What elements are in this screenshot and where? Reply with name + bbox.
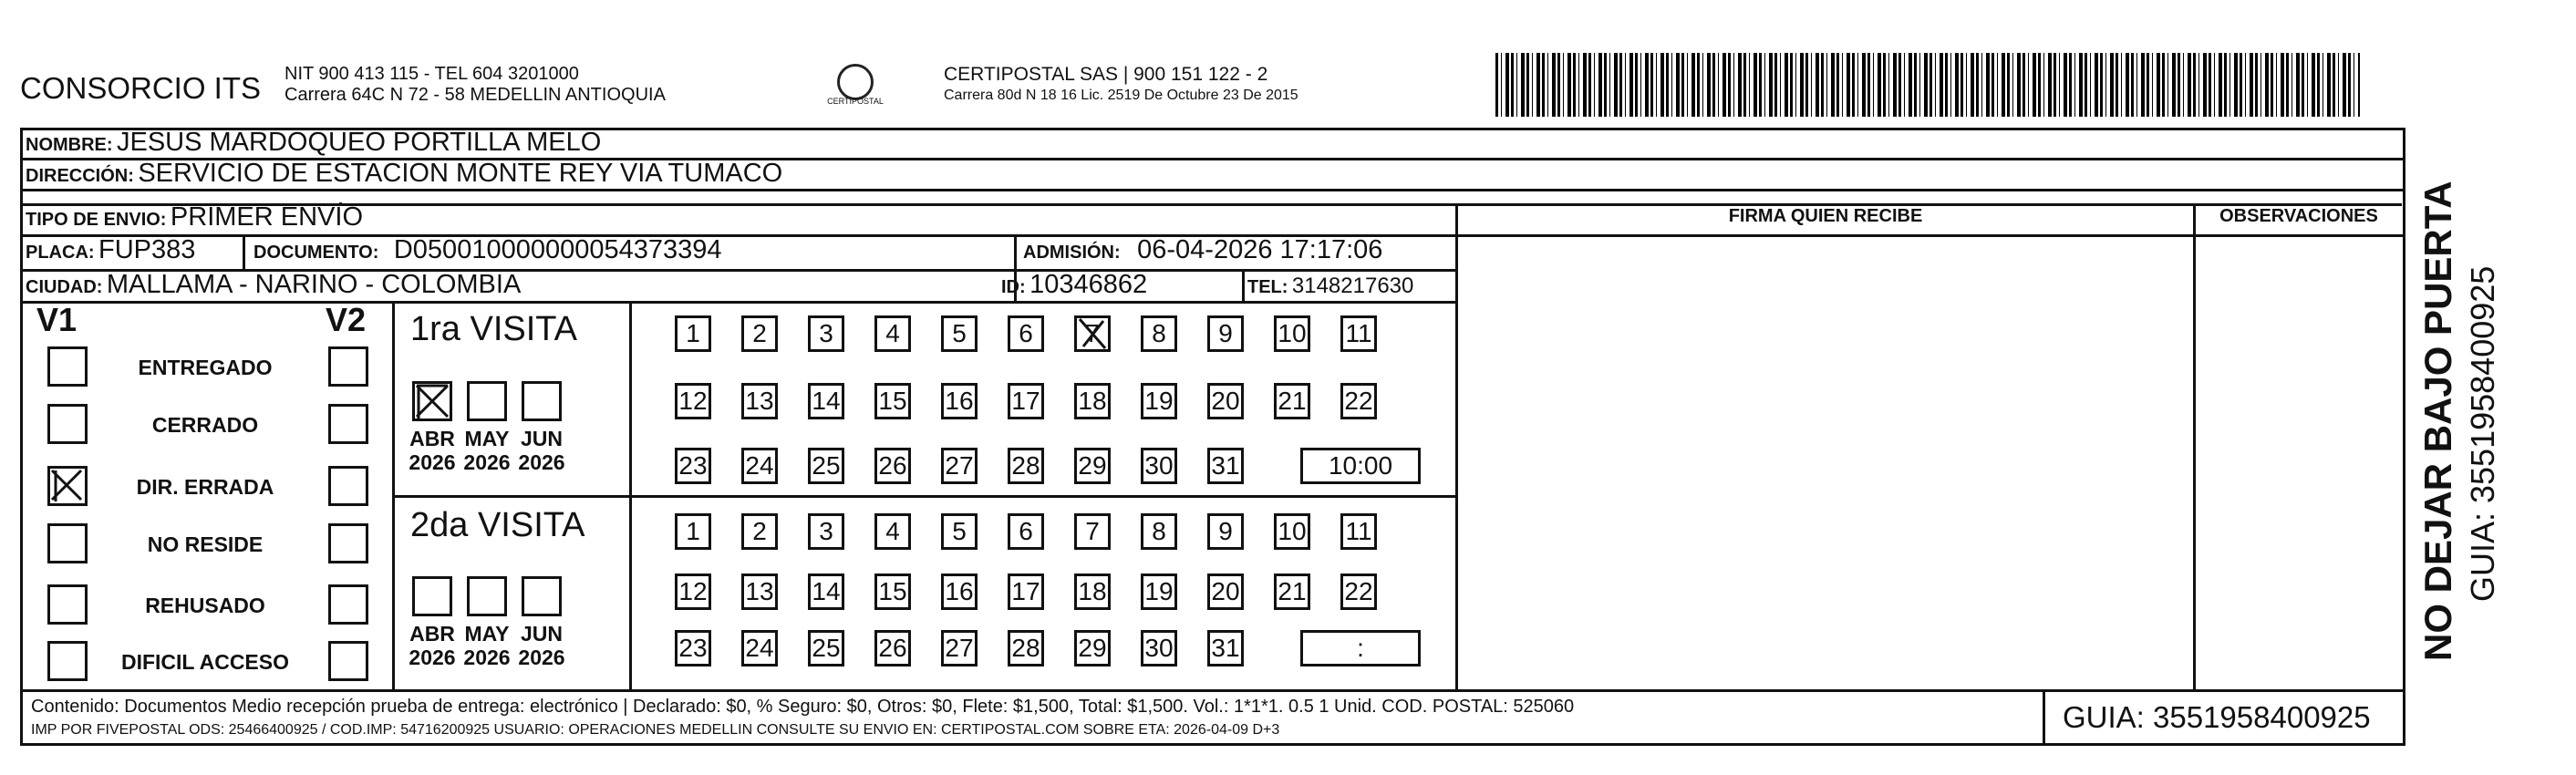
day-cell[interactable]: 14 — [808, 383, 844, 419]
day-cell[interactable]: 26 — [874, 630, 911, 666]
footer-print-info: IMP POR FIVEPOSTAL ODS: 25466400925 / COD.IMP: 54716200925 USUARIO: OPERACIONES MEDELLIN CONSULTE SU ENVIO EN: CERTIPOSTAL.COM SOBRE ETA: 2026-04-09 D+3 — [31, 722, 1280, 738]
day-cell[interactable]: 17 — [1008, 574, 1044, 610]
day-cell[interactable]: 23 — [675, 448, 711, 484]
nombre-value: JESUS MARDOQUEO PORTILLA MELO — [117, 128, 602, 157]
day-cell[interactable]: 24 — [741, 630, 778, 666]
v2-checkbox[interactable] — [328, 346, 368, 387]
status-option-label: DIR. ERRADA — [136, 475, 274, 499]
tel-label: TEL: — [1247, 277, 1288, 297]
direccion-value: SERVICIO DE ESTACION MONTE REY VIA TUMACO — [138, 159, 783, 188]
admision-value: 06-04-2026 17:17:06 — [1137, 235, 1383, 264]
day-cell[interactable]: 8 — [1141, 315, 1177, 352]
id-row — [1001, 270, 1147, 300]
placa-row — [26, 235, 195, 265]
day-cell[interactable]: 21 — [1274, 383, 1310, 419]
day-cell[interactable]: 21 — [1274, 574, 1310, 610]
status-option-label: REHUSADO — [145, 594, 265, 617]
v1-checkbox[interactable] — [47, 404, 88, 444]
second-visit-title: 2da VISITA — [410, 506, 585, 544]
day-cell[interactable]: 8 — [1141, 513, 1177, 550]
time-field[interactable]: 10:00 — [1300, 448, 1421, 484]
barcode — [1495, 53, 2360, 117]
admision-label: ADMISIÓN: — [1023, 243, 1121, 263]
v2-checkbox[interactable] — [328, 404, 368, 444]
day-cell[interactable]: 18 — [1074, 383, 1111, 419]
v1-label: V1 — [36, 301, 78, 338]
day-cell[interactable]: 11 — [1340, 315, 1377, 352]
documento-row — [253, 235, 722, 265]
month-label: MAY 2026 — [463, 622, 511, 669]
day-cell[interactable]: 4 — [874, 315, 911, 352]
month-checkbox[interactable] — [412, 576, 452, 616]
day-cell[interactable]: 1 — [675, 513, 711, 550]
month-label: ABR 2026 — [409, 622, 456, 669]
company-nit: NIT 900 413 115 - TEL 604 3201000 — [284, 64, 579, 84]
v2-checkbox[interactable] — [328, 641, 368, 681]
day-cell[interactable]: 12 — [675, 574, 711, 610]
day-cell[interactable]: 17 — [1008, 383, 1044, 419]
id-value: 10346862 — [1029, 270, 1148, 299]
day-cell[interactable]: 6 — [1008, 513, 1044, 550]
documento-value: D050010000000054373394 — [393, 235, 722, 264]
day-cell[interactable]: 7 — [1074, 315, 1111, 352]
ciudad-row — [26, 270, 521, 300]
day-cell[interactable]: 20 — [1207, 383, 1244, 419]
day-cell[interactable]: 18 — [1074, 574, 1111, 610]
day-cell[interactable]: 28 — [1008, 448, 1044, 484]
day-cell[interactable]: 27 — [941, 448, 978, 484]
firma-label: FIRMA QUIEN RECIBE — [1728, 206, 1923, 226]
day-cell[interactable]: 5 — [941, 315, 978, 352]
month-checkbox[interactable] — [467, 381, 507, 421]
placa-value: FUP383 — [98, 235, 196, 264]
month-checkbox[interactable] — [522, 381, 562, 421]
v2-checkbox[interactable] — [328, 466, 368, 506]
status-option-label: NO RESIDE — [147, 532, 264, 556]
footer-guia: GUIA: 3551958400925 — [2063, 700, 2371, 734]
carrier-nit: CERTIPOSTAL SAS | 900 151 122 - 2 — [944, 64, 1268, 85]
v2-checkbox[interactable] — [328, 523, 368, 563]
day-cell[interactable]: 5 — [941, 513, 978, 550]
time-field[interactable]: : — [1300, 630, 1421, 666]
day-cell[interactable]: 19 — [1141, 574, 1177, 610]
month-checkbox[interactable] — [522, 576, 562, 616]
day-cell[interactable]: 15 — [874, 383, 911, 419]
day-cell[interactable]: 13 — [741, 383, 778, 419]
month-label: MAY 2026 — [463, 427, 511, 474]
id-label: ID: — [1001, 277, 1026, 297]
v1-checkbox[interactable] — [47, 523, 88, 563]
day-cell[interactable]: 23 — [675, 630, 711, 666]
status-option-label: CERRADO — [151, 413, 259, 437]
v2-label: V2 — [326, 301, 367, 338]
nombre-row — [26, 128, 601, 158]
day-cell[interactable]: 30 — [1141, 630, 1177, 666]
footer-content: Contenido: Documentos Medio recepción prueba de entrega: electrónico | Declarado: $0, % Seguro: $0, Otros: $0, Flete: $1,500, Total: $1,500. Vol.: 1*1*1. 0.5 1 Unid. COD. POSTAL: 525060 — [31, 697, 1575, 717]
v1-checkbox[interactable] — [47, 641, 88, 681]
day-cell[interactable]: 28 — [1008, 630, 1044, 666]
day-cell[interactable]: 26 — [874, 448, 911, 484]
month-checkbox[interactable] — [467, 576, 507, 616]
day-cell[interactable]: 22 — [1340, 383, 1377, 419]
tipo-row — [26, 202, 363, 232]
day-cell[interactable]: 2 — [741, 315, 778, 352]
day-cell[interactable]: 19 — [1141, 383, 1177, 419]
day-cell[interactable]: 6 — [1008, 315, 1044, 352]
day-cell[interactable]: 1 — [675, 315, 711, 352]
day-cell[interactable]: 30 — [1141, 448, 1177, 484]
day-cell[interactable]: 13 — [741, 574, 778, 610]
carrier-info — [944, 64, 1298, 106]
ciudad-label: CIUDAD: — [26, 277, 103, 297]
month-label: ABR 2026 — [409, 427, 456, 474]
day-cell[interactable]: 31 — [1207, 448, 1244, 484]
day-cell[interactable]: 10 — [1274, 315, 1310, 352]
direccion-row — [26, 159, 782, 189]
day-cell[interactable]: 27 — [941, 630, 978, 666]
month-label: JUN 2026 — [518, 427, 565, 474]
month-checkbox[interactable] — [412, 381, 452, 421]
carrier-license: Carrera 80d N 18 16 Lic. 2519 De Octubre 23 De 2015 — [944, 88, 1298, 103]
day-cell[interactable]: 25 — [808, 630, 844, 666]
day-cell[interactable]: 12 — [675, 383, 711, 419]
v2-checkbox[interactable] — [328, 584, 368, 625]
signature-area[interactable] — [1458, 237, 2193, 689]
documento-label: DOCUMENTO: — [253, 243, 379, 263]
day-cell[interactable]: 16 — [941, 574, 978, 610]
day-cell[interactable]: 29 — [1074, 630, 1111, 666]
month-label: JUN 2026 — [518, 622, 565, 669]
day-cell[interactable]: 24 — [741, 448, 778, 484]
v1-checkbox[interactable] — [47, 584, 88, 625]
day-cell[interactable]: 11 — [1340, 513, 1377, 550]
tel-value: 3148217630 — [1291, 274, 1414, 298]
carrier-logo-icon — [837, 64, 874, 100]
day-cell[interactable]: 16 — [941, 383, 978, 419]
nombre-label: NOMBRE: — [26, 135, 113, 155]
day-cell[interactable]: 9 — [1207, 315, 1244, 352]
tipo-label: TIPO DE ENVIO: — [26, 210, 167, 230]
first-visit-title: 1ra VISITA — [410, 310, 578, 348]
day-cell[interactable]: 25 — [808, 448, 844, 484]
company-address: Carrera 64C N 72 - 58 MEDELLIN ANTIOQUIA — [284, 85, 666, 105]
day-cell[interactable]: 10 — [1274, 513, 1310, 550]
day-cell[interactable]: 3 — [808, 513, 844, 550]
ciudad-value: MALLAMA - NARINO - COLOMBIA — [106, 270, 522, 299]
day-cell[interactable]: 20 — [1207, 574, 1244, 610]
company-info — [284, 64, 666, 106]
day-cell[interactable]: 22 — [1340, 574, 1377, 610]
admision-row — [1023, 235, 1382, 265]
side-warning: NO DEJAR BAJO PUERTA — [2416, 181, 2459, 661]
day-cell[interactable]: 4 — [874, 513, 911, 550]
side-guia: GUIA: 3551958400925 — [2464, 265, 2501, 602]
observations-area[interactable] — [2196, 237, 2402, 689]
day-cell[interactable]: 9 — [1207, 513, 1244, 550]
placa-label: PLACA: — [26, 243, 95, 263]
tel-row — [1247, 274, 1413, 299]
observaciones-label: OBSERVACIONES — [2219, 206, 2378, 226]
company-name: CONSORCIO ITS — [20, 71, 262, 105]
status-option-label: DIFICIL ACCESO — [120, 650, 289, 674]
day-cell[interactable]: 15 — [874, 574, 911, 610]
v1-checkbox[interactable] — [47, 466, 88, 506]
day-cell[interactable]: 14 — [808, 574, 844, 610]
v1-checkbox[interactable] — [47, 346, 88, 387]
day-cell[interactable]: 3 — [808, 315, 844, 352]
day-cell[interactable]: 31 — [1207, 630, 1244, 666]
status-option-label: ENTREGADO — [138, 356, 273, 379]
day-cell[interactable]: 2 — [741, 513, 778, 550]
day-cell[interactable]: 29 — [1074, 448, 1111, 484]
carrier-logo-text: CERTIPOSTAL — [827, 97, 884, 106]
tipo-value: PRIMER ENVÍO — [170, 202, 364, 232]
direccion-label: DIRECCIÓN: — [26, 166, 134, 186]
day-cell[interactable]: 7 — [1074, 513, 1111, 550]
